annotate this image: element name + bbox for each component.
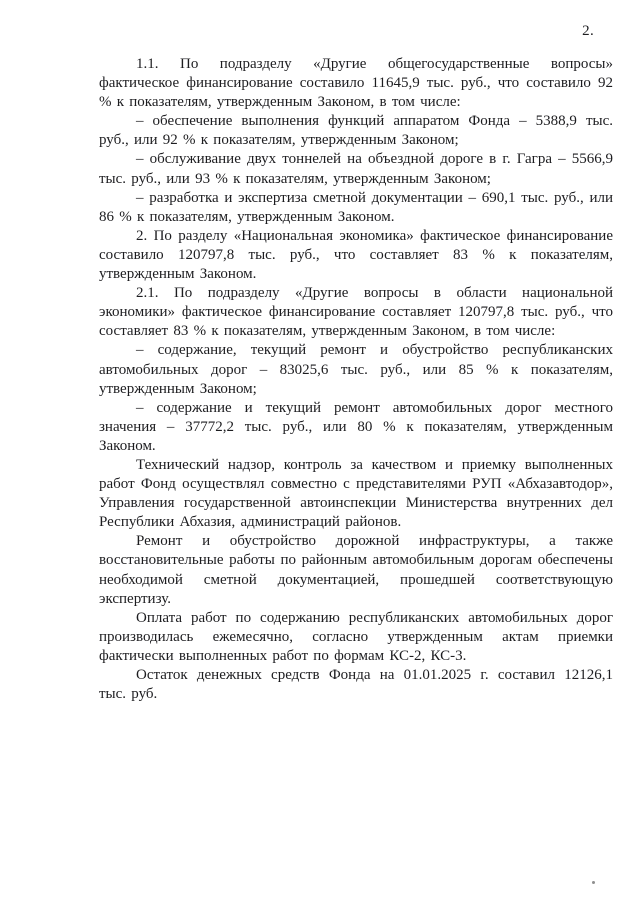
document-body xyxy=(99,55,613,704)
paragraph-2-1: 2.1. По подразделу «Другие вопросы в области национальной экономики» фактическое финансирование составляет 120797,8 тыс. руб., что составляет 83 % к показателям, утвержденным Законом, в том числе: xyxy=(99,285,613,340)
paragraph-bullet-local-roads: – содержание и текущий ремонт автомобильных дорог местного значения – 37772,2 тыс. руб., или 80 % к показателям, утвержденным Законом. xyxy=(99,399,613,454)
paragraph-1-1: 1.1. По подразделу «Другие общегосударственные вопросы» фактическое финансирование составило 11645,9 тыс. руб., что составило 92 % к показателям, утвержденным Законом, в том числе: xyxy=(99,56,613,111)
page-number: 2. xyxy=(582,23,594,39)
paragraph-bullet-tunnels: – обслуживание двух тоннелей на объездной дороге в г. Гагра – 5566,9 тыс. руб., или 93 % к показателям, утвержденным Законом; xyxy=(99,151,613,187)
paragraph-repair-infrastructure: Ремонт и обустройство дорожной инфраструктуры, а также восстановительные работы по районным автомобильным дорогам обеспечены необходимой сметной документацией, прошедшей соответствующую экспертизу. xyxy=(99,533,613,607)
paragraph-2: 2. По разделу «Национальная экономика» фактическое финансирование составило 120797,8 тыс. руб., что составляет 83 % к показателям, утвержденным Законом. xyxy=(99,227,613,283)
paragraph-balance: Остаток денежных средств Фонда на 01.01.2025 г. составил 12126,1 тыс. руб. xyxy=(99,667,613,703)
scan-artifact-dot xyxy=(592,881,595,884)
paragraph-bullet-fund-apparatus: – обеспечение выполнения функций аппаратом Фонда – 5388,9 тыс. руб., или 92 % к показателям, утвержденным Законом; xyxy=(99,113,613,149)
paragraph-technical-supervision: Технический надзор, контроль за качеством и приемку выполненных работ Фонд осуществлял совместно с представителями РУП «Абхазавтодор», Управления государственной автоинспекции Министерства внутренних дел Республики Абхазия, администраций районов. xyxy=(99,456,613,531)
paragraph-payment: Оплата работ по содержанию республиканских автомобильных дорог производилась ежемесячно, согласно утвержденным актам приемки фактически выполненных работ по формам КС-2, КС-3. xyxy=(99,609,613,664)
paragraph-bullet-documentation: – разработка и экспертиза сметной документации – 690,1 тыс. руб., или 86 % к показателям, утвержденным Законом. xyxy=(99,189,613,225)
paragraph-bullet-republic-roads: – содержание, текущий ремонт и обустройство республиканских автомобильных дорог – 83025,6 тыс. руб., или 85 % к показателям, утвержденным Законом; xyxy=(99,342,613,397)
